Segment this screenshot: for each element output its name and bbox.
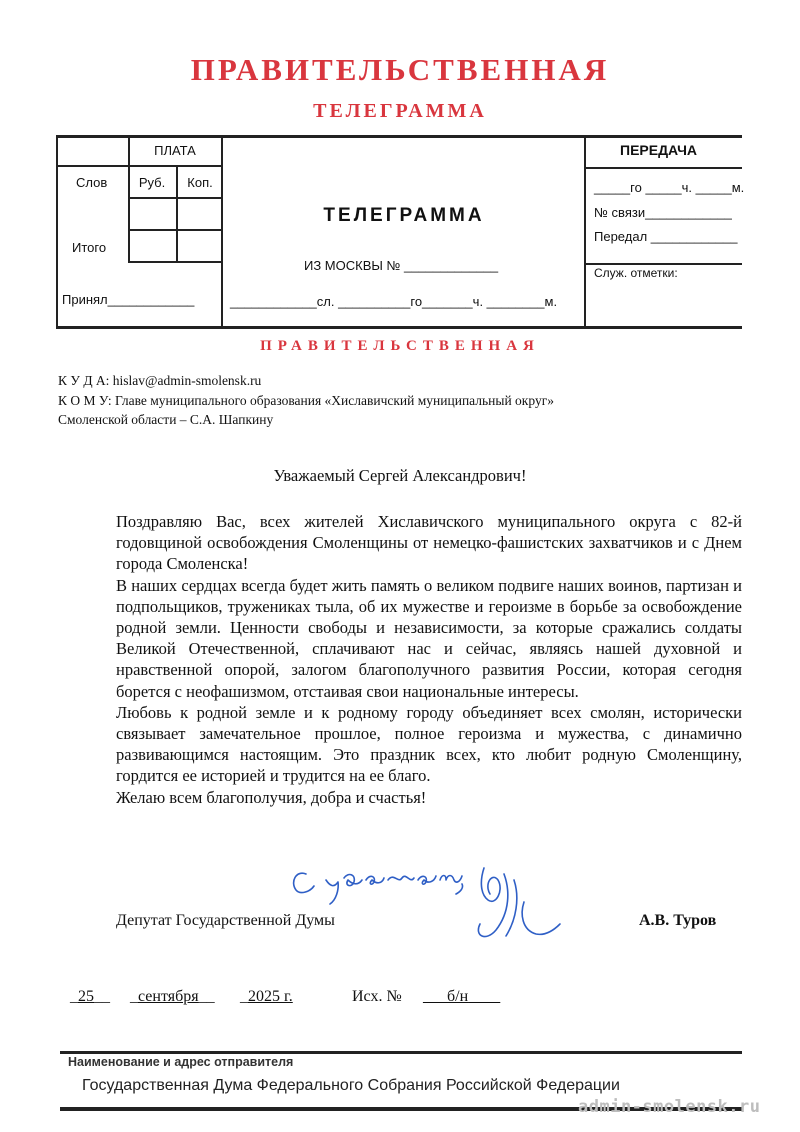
itogo-label: Итого <box>72 240 107 255</box>
date-month: _сентября__ <box>130 988 215 1005</box>
kop-label: Коп. <box>187 175 213 190</box>
form-top-border <box>56 135 742 138</box>
peredacha-label: ПЕРЕДАЧА <box>620 142 698 158</box>
letter-paragraph: Желаю всем благополучия, добра и счастья! <box>116 787 427 807</box>
signature-position: Депутат Государственной Думы <box>116 912 335 929</box>
header-subtitle: ТЕЛЕГРАММА <box>313 100 487 122</box>
plata-label: ПЛАТА <box>154 143 196 158</box>
form-line <box>221 135 223 329</box>
form-line <box>584 135 586 329</box>
form-bottom-red-label: ПРАВИТЕЛЬСТВЕННАЯ <box>260 338 540 354</box>
sender-top-border <box>60 1051 742 1054</box>
signature-name: А.В. Туров <box>639 912 717 929</box>
address-komu: К О М У: Главе муниципального образования «Хиславичский муниципальный округ» <box>58 393 554 408</box>
prinyal-label: Принял____________ <box>62 292 195 307</box>
form-line <box>128 197 222 199</box>
nomer-svyazi-line: № связи____________ <box>594 205 732 220</box>
date-year-value: 2025 г. <box>248 988 293 1005</box>
slov-label: Слов <box>76 175 108 190</box>
sluzh-otmetki-label: Служ. отметки: <box>594 266 678 280</box>
date-year: _2025 г. <box>240 988 293 1005</box>
date-day-value: 25 <box>78 988 94 1005</box>
peredal-line: Передал ____________ <box>594 229 738 244</box>
sender-label: Наименование и адрес отправителя <box>68 1055 294 1069</box>
form-line <box>56 165 222 167</box>
form-line <box>586 167 742 169</box>
header-title: ПРАВИТЕЛЬСТВЕННАЯ <box>190 52 610 87</box>
address-kuda: К У Д А: hislav@admin-smolensk.ru <box>58 373 262 388</box>
rub-label: Руб. <box>138 175 166 190</box>
letter-paragraph: Любовь к родной земле и к родному городу объединяет всех смолян, исторически связывает замечательное прошлое, полное героизма и мужества, с динамично развивающимся настоящим. Это праздник всех, кто любит родную Смоленщину, гордится ее историей и трудится на ее благо. <box>116 702 742 786</box>
form-line <box>586 263 742 265</box>
form-line <box>56 135 58 329</box>
form-bottom-border <box>56 326 742 329</box>
watermark: admin-smolensk.ru <box>578 1097 761 1117</box>
address-komu-line2: Смоленской области – С.А. Шапкину <box>58 412 274 427</box>
handwritten-text: С уважением, <box>284 850 290 851</box>
letter-paragraph: В наших сердцах всегда будет жить память о великом подвиге наших воинов, партизан и подпольщиков, тружениках тыла, об их мужестве и героизме в борьбе за освобождение родной земли. Ценности свободы и независимости, за которые сражались солдаты Великой Отечественной, сплачивают нас и сейчас, являясь нашей духовной и нравственной опорой, залогом благополучного развития России, которая сегодня борется с неофашизмом, отстаивая свои национальные интересы. <box>116 575 742 701</box>
form-line <box>128 261 222 263</box>
handwritten-signature <box>284 850 584 960</box>
ish-label: Исх. № <box>352 988 402 1005</box>
letter-paragraph: Поздравляю Вас, всех жителей Хиславичского муниципального округа с 82-й годовщиной освобождения Смоленщины от немецко-фашистских захватчиков и с Днем города Смоленска! <box>116 512 742 574</box>
ish-number: ___б/н____ <box>423 988 501 1005</box>
form-line <box>128 229 222 231</box>
ish-number-value: б/н <box>447 988 469 1005</box>
letter-greeting: Уважаемый Сергей Александрович! <box>273 466 527 485</box>
iz-moskvy-line: ИЗ МОСКВЫ № _____________ <box>304 258 499 273</box>
center-bottom-line: ____________сл. __________го_______ч. ________м. <box>230 294 558 309</box>
date-month-value: сентября <box>138 988 199 1005</box>
sender-name: Государственная Дума Федерального Собрания Российской Федерации <box>82 1077 620 1094</box>
letter-body <box>116 511 742 808</box>
date-day: _25__ <box>70 988 110 1005</box>
go-line: _____го _____ч. _____м. <box>594 180 745 195</box>
form-center-title: ТЕЛЕГРАММА <box>323 205 485 226</box>
